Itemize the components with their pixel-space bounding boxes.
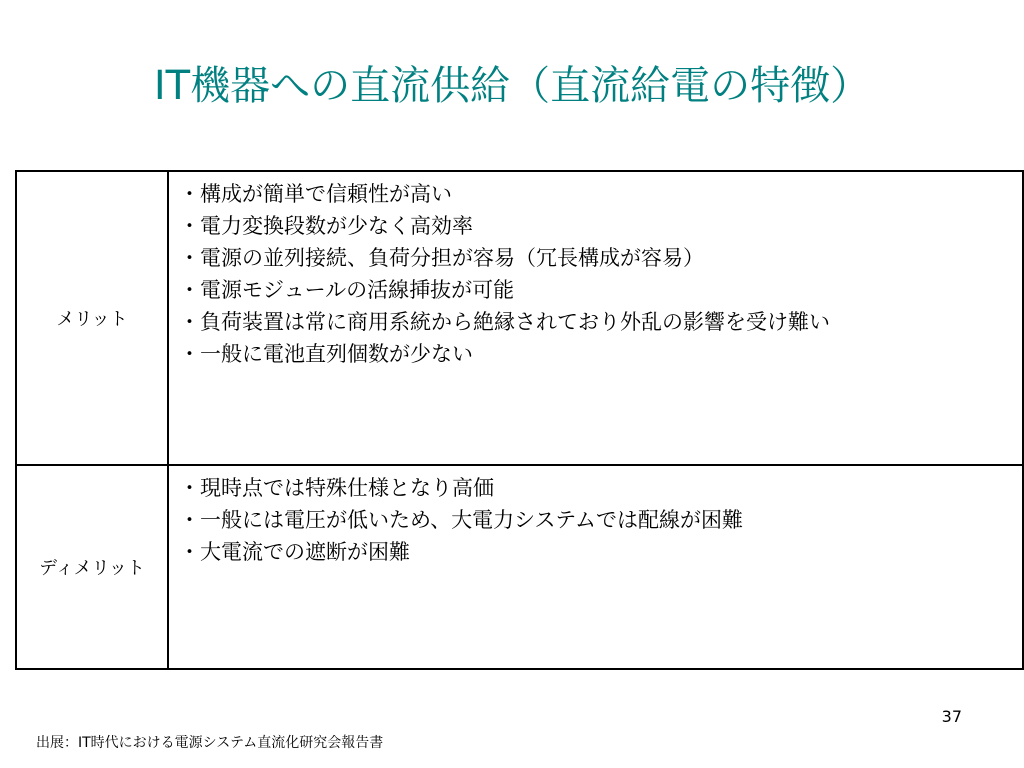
source-note: 出展：IT時代における電源システム直流化研究会報告書 [36, 735, 384, 751]
merit-list [168, 171, 1023, 465]
list-item: ・電源モジュールの活線挿抜が可能 [179, 278, 515, 302]
page-number: 37 [941, 707, 962, 726]
list-item: ・一般には電圧が低いため、大電力システムでは配線が困難 [179, 508, 744, 532]
merit-label: メリット [16, 171, 168, 465]
list-item: ・大電流での遮断が困難 [179, 540, 410, 564]
list-item: ・負荷装置は常に商用系統から絶縁されており外乱の影響を受け難い [179, 310, 830, 334]
table-row-merit [16, 171, 1023, 465]
list-item: ・一般に電池直列個数が少ない [179, 342, 473, 366]
table-row-demerit [16, 465, 1023, 669]
demerit-label: ディメリット [16, 465, 168, 669]
list-item: ・電力変換段数が少なく高効率 [179, 214, 473, 238]
list-item: ・電源の並列接続、負荷分担が容易（冗長構成が容易） [179, 246, 704, 270]
features-table [15, 170, 1024, 670]
slide-title: IT機器への直流供給（直流給電の特徴） [153, 63, 871, 109]
list-item: ・構成が簡単で信頼性が高い [179, 182, 452, 206]
demerit-list [168, 465, 1023, 669]
list-item: ・現時点では特殊仕様となり高価 [179, 476, 494, 500]
